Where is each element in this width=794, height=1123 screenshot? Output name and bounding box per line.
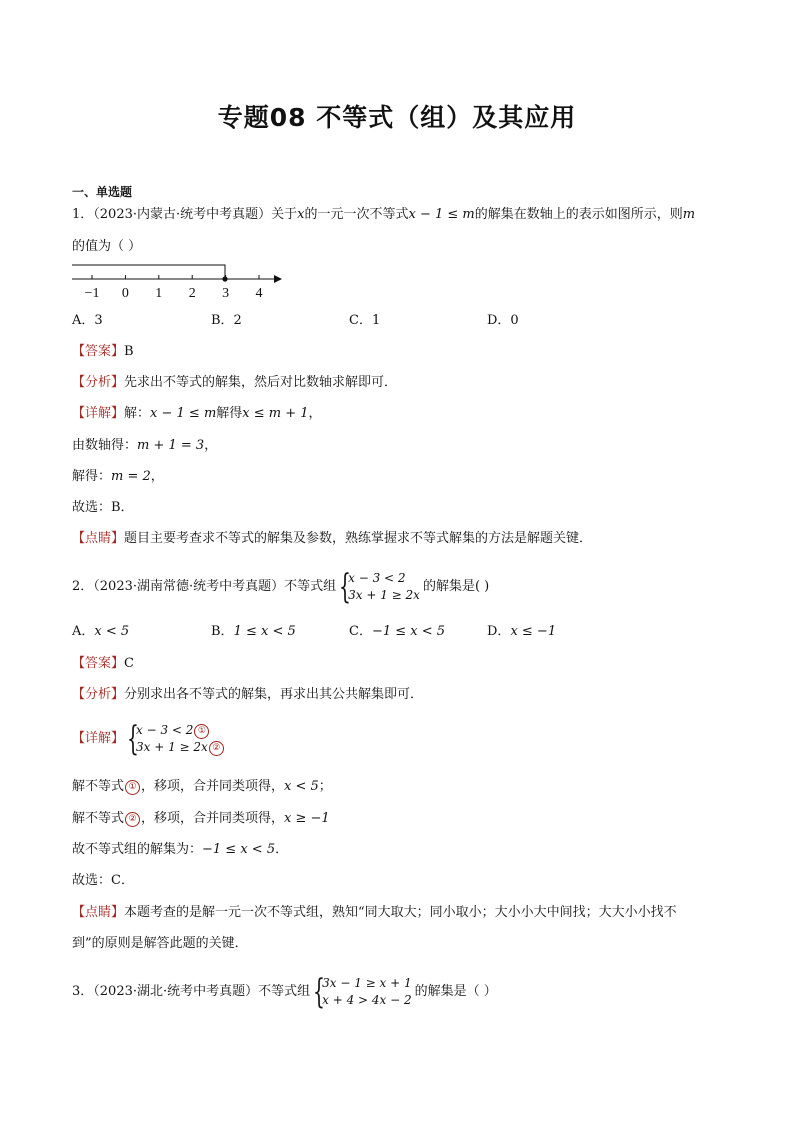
circled-one: ①: [194, 724, 209, 739]
number-line-arrow-icon: [274, 275, 282, 283]
q2-stem: 2．（2023·湖南常德·统考中考真题）不等式组 { x − 3 < 2 3x + 1 ≥ 2x 的解集是( ): [72, 566, 490, 607]
q2-answer: 【答案】C: [72, 656, 134, 671]
q1-option-c: C．1: [349, 313, 381, 328]
q2-detail: 【详解】 { x − 3 < 2 ① 3x + 1 ≥ 2x ②: [72, 720, 228, 758]
q1-answer: 【答案】B: [72, 344, 134, 359]
q2-comment: 【点睛】本题考查的是解一元一次不等式组，熟知“同大取大；同小取小；大小小大中间找；大大小小找不: [72, 905, 677, 920]
page-title: 专题08 不等式（组）及其应用: [217, 103, 577, 132]
q1-option-a: A．3: [72, 313, 103, 328]
q3-inequality-system: { 3x − 1 ≥ x + 1 x + 4 > 4x − 2: [313, 971, 412, 1012]
solution-set-bracket: [72, 265, 225, 279]
number-line-tick-label: −1: [84, 286, 100, 301]
q2-analysis: 【分析】分别求出各不等式的解集，再求出其公共解集即可．: [72, 687, 424, 702]
number-line-tick-label: 4: [255, 286, 263, 301]
q1-choose: 故选：B．: [72, 500, 134, 515]
q2-option-b: B．1 ≤ x < 5: [211, 624, 296, 639]
solution-endpoint-dot: [222, 276, 227, 281]
q1-step-2: 由数轴得：m + 1 = 3，: [72, 438, 218, 453]
circled-two: ②: [125, 812, 140, 827]
q2-detail-system: { x − 3 < 2 ① 3x + 1 ≥ 2x ②: [127, 722, 225, 756]
q2-choose: 故选：C．: [72, 873, 134, 888]
q1-step-3: 解得：m = 2，: [72, 469, 164, 484]
q2-option-d: D．x ≤ −1: [487, 624, 557, 639]
q1-option-b: B．2: [211, 313, 242, 328]
q2-comment-cont: 到”的原则是解答此题的关键．: [72, 936, 248, 951]
number-line-tick-label: 3: [222, 286, 230, 301]
q2-inequality-system: { x − 3 < 2 3x + 1 ≥ 2x: [339, 566, 420, 607]
q1-analysis: 【分析】先求出不等式的解集，然后对比数轴求解即可．: [72, 375, 398, 390]
q2-option-a: A．x < 5: [72, 624, 130, 639]
number-line-tick-label: 2: [188, 286, 196, 301]
q1-detail: 【详解】解：x − 1 ≤ m解得x ≤ m + 1，: [72, 406, 322, 421]
q1-stem-cont: 的值为（ ）: [72, 239, 142, 254]
q2-step-2: 解不等式 ② ，移项，合并同类项得，x ≥ −1: [72, 811, 330, 826]
q1-number-line: [70, 258, 285, 302]
q1-comment: 【点睛】题目主要考查求不等式的解集及参数，熟练掌握求不等式解集的方法是解题关键．: [72, 531, 593, 546]
q2-step-3: 故不等式组的解集为：−1 ≤ x < 5．: [72, 842, 289, 857]
circled-two: ②: [209, 741, 224, 756]
number-line-tick-label: 0: [121, 286, 129, 301]
q1-stem: 1．（2023·内蒙古·统考中考真题）关于x的一元一次不等式x − 1 ≤ m的解集在数轴上的表示如图所示，则m: [72, 207, 696, 222]
section-heading: 一、单选题: [72, 185, 133, 199]
q3-stem: 3．（2023·湖北·统考中考真题）不等式组 { 3x − 1 ≥ x + 1 x + 4 > 4x − 2 的解集是（ ）: [72, 971, 497, 1012]
number-line-tick-label: 1: [155, 286, 163, 301]
q2-step-1: 解不等式 ① ，移项，合并同类项得，x < 5；: [72, 779, 332, 794]
q2-option-c: C．−1 ≤ x < 5: [349, 624, 446, 639]
circled-one: ①: [125, 780, 140, 795]
q1-option-d: D．0: [487, 313, 519, 328]
